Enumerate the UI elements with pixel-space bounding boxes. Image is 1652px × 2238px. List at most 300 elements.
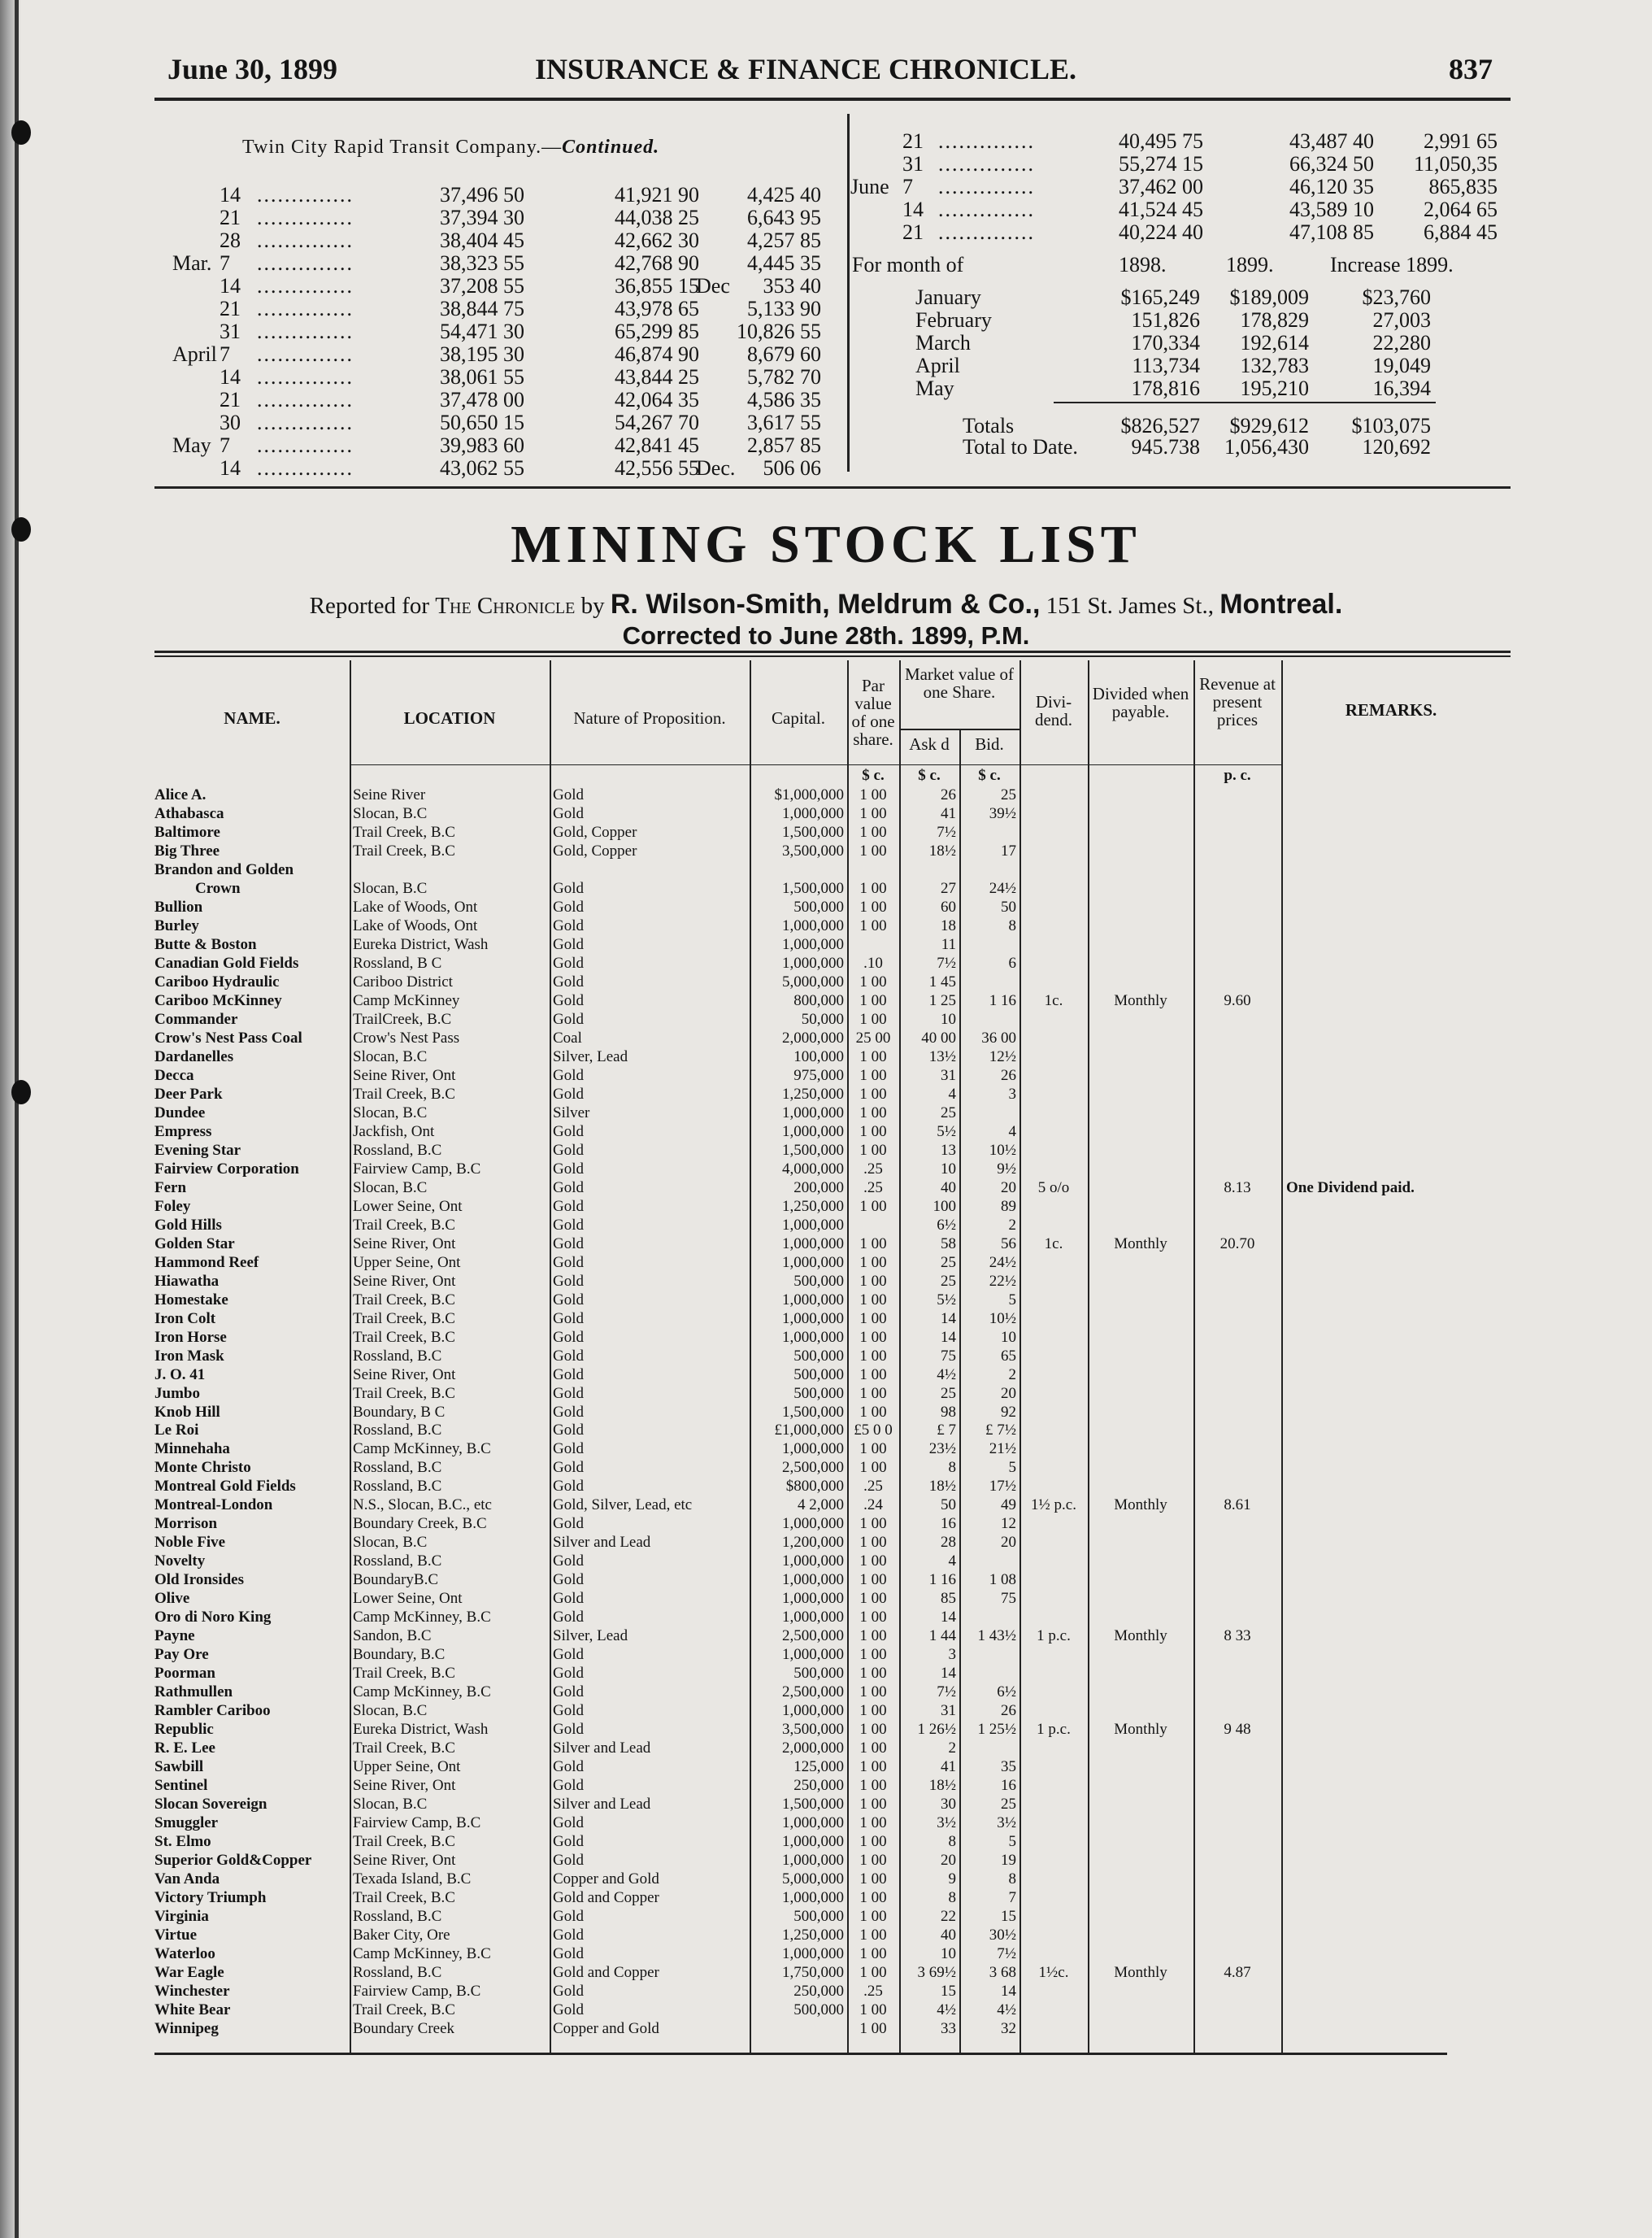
mining-row — [0, 918, 1512, 934]
asked-cell: 16 — [941, 1516, 956, 1532]
nature-cell: Gold — [553, 1609, 584, 1626]
market-header-rule — [899, 729, 1019, 730]
mining-row — [0, 1161, 1512, 1178]
month-1898-cell: 151,826 — [1131, 308, 1200, 332]
par-value-cell: .25 — [863, 1983, 883, 2000]
par-value-cell: 1 00 — [859, 1927, 887, 1944]
stock-name-cell: Superior Gold&Copper — [154, 1853, 312, 1869]
mining-row — [0, 1217, 1512, 1234]
asked-cell: 20 — [941, 1853, 956, 1869]
mining-row — [0, 937, 1512, 953]
location-cell: Trail Creek, B.C — [353, 1311, 455, 1327]
mining-row — [0, 1591, 1512, 1607]
capital-cell: 1,000,000 — [782, 1890, 844, 1906]
nature-cell: Gold, Copper — [553, 825, 637, 841]
revenue-cell: 9 48 — [1224, 1722, 1251, 1738]
location-cell: Camp McKinney, B.C — [353, 1609, 491, 1626]
nature-cell: Gold — [553, 1853, 584, 1869]
1898-value-cell: 54,471 30 — [440, 320, 524, 343]
nature-cell: Gold — [553, 1460, 584, 1476]
month-increase-cell: 22,280 — [1372, 331, 1431, 355]
totals-cell: 945.738 — [1131, 435, 1200, 459]
1899-value-cell: 42,841 45 — [615, 433, 699, 457]
bid-cell: 25 — [1001, 787, 1016, 803]
location-cell: Boundary, B C — [353, 1404, 446, 1421]
par-value-cell: 1 00 — [859, 1871, 887, 1887]
nature-cell: Gold — [553, 1572, 584, 1588]
nature-cell: Gold — [553, 1367, 584, 1383]
asked-cell: 6½ — [937, 1217, 956, 1234]
capital-cell: 1,000,000 — [782, 1834, 844, 1850]
mining-row — [0, 1796, 1512, 1813]
increase-cell: 2,857 85 — [747, 433, 821, 457]
capital-cell: 1,000,000 — [782, 1647, 844, 1663]
nature-cell: Copper and Gold — [553, 2021, 659, 2037]
mining-row — [0, 1834, 1512, 1850]
par-value-cell: 1 00 — [859, 993, 887, 1009]
capital-cell: 500,000 — [793, 1665, 844, 1682]
mining-row — [0, 1853, 1512, 1869]
location-cell: Sandon, B.C — [353, 1628, 432, 1644]
nature-cell: Gold — [553, 881, 584, 897]
totals-cell: Totals — [963, 414, 1015, 438]
nature-cell: Gold — [553, 1348, 584, 1365]
par-value-cell: 1 00 — [859, 1311, 887, 1327]
asked-cell: 15 — [941, 1983, 956, 2000]
month-header-cell: Increase 1899. — [1330, 253, 1454, 276]
nature-cell: Gold — [553, 1236, 584, 1252]
increase-cell: 6,643 95 — [747, 206, 821, 229]
asked-cell: 31 — [941, 1703, 956, 1719]
bid-cell: 56 — [1001, 1236, 1016, 1252]
stock-name-cell: Dardanelles — [154, 1049, 234, 1065]
stock-name-cell: Dundee — [154, 1105, 206, 1121]
bid-cell: 3½ — [997, 1815, 1016, 1831]
stock-name-cell: Fairview Corporation — [154, 1161, 299, 1178]
location-cell: Seine River — [353, 787, 426, 803]
asked-cell: 2 — [948, 1740, 956, 1757]
capital-cell: 1,500,000 — [782, 1796, 844, 1813]
mining-row — [0, 1311, 1512, 1327]
revenue-cell: 8 33 — [1224, 1628, 1251, 1644]
dividend-cell: 1c. — [1044, 993, 1063, 1009]
1899-value-cell: 43,589 10 — [1289, 198, 1374, 221]
location-cell: Camp McKinney — [353, 993, 460, 1009]
asked-cell: 18½ — [928, 1778, 956, 1794]
month-increase-cell: 19,049 — [1372, 354, 1431, 377]
bid-cell: 4 — [1008, 1124, 1016, 1140]
header-dividend: Divi-dend. — [1034, 692, 1073, 729]
par-value-cell: 1 00 — [859, 1815, 887, 1831]
month-1899-cell: 132,783 — [1240, 354, 1309, 377]
1899-value-cell: 43,978 65 — [615, 297, 699, 320]
mining-row — [0, 1740, 1512, 1757]
nature-cell: Gold — [553, 1647, 584, 1663]
location-cell: Rossland, B.C — [353, 1965, 442, 1981]
asked-cell: 41 — [941, 1759, 956, 1775]
stock-name-cell: Pay Ore — [154, 1647, 209, 1663]
day-cell: 21 — [902, 220, 924, 244]
bid-cell: 5 — [1008, 1460, 1016, 1476]
increase-cell: 865,835 — [1428, 175, 1498, 198]
stock-name-cell: Olive — [154, 1591, 190, 1607]
mining-row — [0, 1068, 1512, 1084]
par-value-cell: 1 00 — [859, 1572, 887, 1588]
capital-cell: 50,000 — [801, 1012, 844, 1028]
revenue-cell: 20.70 — [1219, 1236, 1255, 1252]
par-value-cell: 1 00 — [859, 1628, 887, 1644]
increase-cell: 506 06 — [763, 456, 821, 480]
dot-leader: .............. — [938, 153, 1035, 176]
capital-cell: 2,500,000 — [782, 1684, 844, 1700]
totals-row — [0, 433, 1512, 459]
location-cell: Trail Creek, B.C — [353, 843, 455, 860]
asked-cell: £ 7 — [937, 1422, 956, 1439]
location-cell: Lake of Woods, Ont — [353, 918, 478, 934]
asked-cell: 14 — [941, 1665, 956, 1682]
mining-row — [0, 2021, 1512, 2037]
nature-cell: Gold — [553, 1441, 584, 1457]
capital-cell: 1,500,000 — [782, 825, 844, 841]
capital-cell: 1,250,000 — [782, 1199, 844, 1215]
asked-cell: 8 — [948, 1460, 956, 1476]
asked-cell: 9 — [948, 1871, 956, 1887]
stock-name-cell: Poorman — [154, 1665, 215, 1682]
location-cell: BoundaryB.C — [353, 1572, 439, 1588]
capital-cell: $800,000 — [785, 1478, 844, 1495]
location-cell: Fairview Camp, B.C — [353, 1983, 481, 2000]
bid-cell: 20 — [1001, 1180, 1016, 1196]
stock-name-cell: Novelty — [154, 1553, 206, 1570]
asked-cell: 1 16 — [928, 1572, 956, 1588]
day-cell: 14 — [902, 198, 924, 221]
capital-cell: 1,500,000 — [782, 881, 844, 897]
asked-cell: 98 — [941, 1404, 956, 1421]
mining-row — [0, 1348, 1512, 1365]
stock-name-cell: Smuggler — [154, 1815, 219, 1831]
asked-cell: 25 — [941, 1255, 956, 1271]
asked-cell: 40 — [941, 1180, 956, 1196]
asked-cell: 33 — [941, 2021, 956, 2037]
mining-row — [0, 1684, 1512, 1700]
asked-cell: 30 — [941, 1796, 956, 1813]
location-cell: Trail Creek, B.C — [353, 1217, 455, 1234]
stock-name-cell: Van Anda — [154, 1871, 220, 1887]
mining-row — [0, 843, 1512, 860]
mining-row — [0, 806, 1512, 822]
asked-cell: 25 — [941, 1274, 956, 1290]
capital-cell: 1,000,000 — [782, 1572, 844, 1588]
location-cell: Rossland, B.C — [353, 1422, 442, 1439]
nature-cell: Gold — [553, 1722, 584, 1738]
earnings-title: Twin City Rapid Transit Company.—Continued. — [242, 137, 660, 158]
stock-name-cell: Rathmullen — [154, 1684, 233, 1700]
nature-cell: Gold — [553, 1274, 584, 1290]
bid-cell: 49 — [1001, 1497, 1016, 1513]
par-value-cell: 1 00 — [859, 918, 887, 934]
month-row — [0, 286, 1512, 309]
asked-cell: 13½ — [928, 1049, 956, 1065]
location-cell: Seine River, Ont — [353, 1068, 456, 1084]
asked-cell: 26 — [941, 787, 956, 803]
1898-value-cell: 38,061 55 — [440, 365, 524, 389]
dot-leader: .............. — [257, 207, 354, 229]
asked-cell: 18½ — [928, 1478, 956, 1495]
nature-cell: Gold — [553, 918, 584, 934]
stock-name-cell: Crown — [195, 881, 241, 897]
mining-row — [0, 1965, 1512, 1981]
header-remarks: REMARKS. — [1345, 700, 1437, 720]
bid-cell: 1 08 — [989, 1572, 1016, 1588]
issue-date: June 30, 1899 — [167, 53, 338, 85]
month-cell: April — [172, 342, 217, 366]
location-cell: Fairview Camp, B.C — [353, 1161, 481, 1178]
stock-name-cell: Evening Star — [154, 1143, 241, 1159]
increase-cell: 2,991 65 — [1424, 129, 1498, 153]
bid-cell: 4½ — [997, 2002, 1016, 2018]
asked-cell: 11 — [941, 937, 956, 953]
month-cell: May — [172, 433, 211, 457]
location-cell: Rossland, B.C — [353, 1460, 442, 1476]
location-cell: Rossland, B.C — [353, 1478, 442, 1495]
stock-name-cell: Montreal-London — [154, 1497, 273, 1513]
mining-row — [0, 1030, 1512, 1047]
1899-value-cell: 65,299 85 — [615, 320, 699, 343]
totals-row — [0, 415, 1512, 438]
bid-cell: 5 — [1008, 1834, 1016, 1850]
mining-row — [0, 1927, 1512, 1944]
dot-leader: .............. — [257, 411, 354, 434]
location-cell: Lower Seine, Ont — [353, 1591, 463, 1607]
unit-label: p. c. — [1224, 767, 1251, 784]
capital-cell: 500,000 — [793, 2002, 844, 2018]
bid-cell: 1 16 — [989, 993, 1016, 1009]
asked-cell: 27 — [941, 881, 956, 897]
par-value-cell: 1 00 — [859, 1665, 887, 1682]
bid-cell: 26 — [1001, 1703, 1016, 1719]
month-1898-cell: 113,734 — [1132, 354, 1200, 377]
bid-cell: 75 — [1001, 1591, 1016, 1607]
asked-cell: 1 44 — [928, 1628, 956, 1644]
1898-value-cell: 37,478 00 — [440, 388, 524, 411]
par-value-cell: 1 00 — [859, 1965, 887, 1981]
stock-name-cell: Waterloo — [154, 1946, 215, 1962]
1898-value-cell: 37,394 30 — [440, 206, 524, 229]
capital-cell: 5,000,000 — [782, 1871, 844, 1887]
payable-cell: Monthly — [1114, 1722, 1167, 1738]
stock-name-cell: Montreal Gold Fields — [154, 1478, 296, 1495]
earnings-row — [0, 198, 1512, 221]
bid-cell: 39½ — [989, 806, 1016, 822]
revenue-cell: 4.87 — [1224, 1965, 1251, 1981]
location-cell: Camp McKinney, B.C — [353, 1946, 491, 1962]
asked-cell: 10 — [941, 1012, 956, 1028]
page-number: 837 — [1449, 53, 1493, 85]
dot-leader: .............. — [257, 434, 354, 457]
day-cell: 14 — [220, 365, 241, 389]
day-cell: 21 — [220, 206, 241, 229]
location-cell: Upper Seine, Ont — [353, 1759, 461, 1775]
par-value-cell: 1 00 — [859, 1535, 887, 1551]
day-cell: 14 — [220, 183, 241, 207]
location-cell: Trail Creek, B.C — [353, 1665, 455, 1682]
month-1898-cell: 170,334 — [1131, 331, 1200, 355]
stock-name-cell: Canadian Gold Fields — [154, 956, 299, 972]
month-1898-cell: $165,249 — [1120, 285, 1200, 309]
header-name: NAME. — [224, 708, 280, 728]
nature-cell: Gold — [553, 1478, 584, 1495]
1898-value-cell: 43,062 55 — [440, 456, 524, 480]
capital-cell: 500,000 — [793, 1348, 844, 1365]
mining-row — [0, 825, 1512, 841]
par-value-cell: 1 00 — [859, 1703, 887, 1719]
mining-row — [0, 1983, 1512, 2000]
nature-cell: Gold — [553, 1778, 584, 1794]
par-value-cell: 1 00 — [859, 1441, 887, 1457]
par-value-cell: 1 00 — [859, 1236, 887, 1252]
par-value-cell: 1 00 — [859, 1292, 887, 1308]
par-value-cell: 1 00 — [859, 787, 887, 803]
stock-name-cell: Empress — [154, 1124, 212, 1140]
mining-row — [0, 1478, 1512, 1495]
capital-cell: 500,000 — [793, 1386, 844, 1402]
revenue-cell: 9.60 — [1224, 993, 1251, 1009]
revenue-cell: 8.13 — [1224, 1180, 1251, 1196]
mining-row — [0, 1460, 1512, 1476]
capital-cell: 1,500,000 — [782, 1404, 844, 1421]
location-cell: Slocan, B.C — [353, 1535, 428, 1551]
dividend-cell: 1c. — [1044, 1236, 1063, 1252]
location-cell: Rossland, B.C — [353, 1143, 442, 1159]
totals-cell: $929,612 — [1229, 414, 1309, 438]
1899-value-cell: 42,768 90 — [615, 251, 699, 275]
par-value-cell: 1 00 — [859, 1049, 887, 1065]
increase-cell: 10,826 55 — [737, 320, 821, 343]
mining-row — [0, 1890, 1512, 1906]
par-value-cell: .10 — [863, 956, 883, 972]
bid-cell: 2 — [1008, 1217, 1016, 1234]
1898-value-cell: 40,224 40 — [1119, 220, 1203, 244]
nature-cell: Gold — [553, 2002, 584, 2018]
payable-cell: Monthly — [1114, 1965, 1167, 1981]
month-1899-cell: 192,614 — [1240, 331, 1309, 355]
day-cell: 21 — [220, 297, 241, 320]
nature-cell: Gold — [553, 1292, 584, 1308]
location-cell: Rossland, B C — [353, 956, 442, 972]
month-row — [0, 309, 1512, 332]
capital-cell: 1,000,000 — [782, 1255, 844, 1271]
dot-leader: .............. — [257, 457, 354, 480]
par-value-cell: 1 00 — [859, 2021, 887, 2037]
par-value-cell: 1 00 — [859, 825, 887, 841]
par-value-cell: 1 00 — [859, 1330, 887, 1346]
stock-name-cell: Commander — [154, 1012, 238, 1028]
par-value-cell: 1 00 — [859, 1012, 887, 1028]
month-increase-cell: 27,003 — [1372, 308, 1431, 332]
unit-label: $ c. — [978, 767, 1001, 784]
stock-name-cell: Cariboo Hydraulic — [154, 974, 280, 991]
par-value-cell: 1 00 — [859, 1778, 887, 1794]
1898-value-cell: 38,844 75 — [440, 297, 524, 320]
header-revenue: Revenue at present prices — [1199, 674, 1276, 729]
month-name-cell: March — [915, 331, 971, 355]
mining-row — [0, 1105, 1512, 1121]
nature-cell: Gold — [553, 1553, 584, 1570]
asked-cell: 85 — [941, 1591, 956, 1607]
location-cell: Boundary, B.C — [353, 1647, 446, 1663]
capital-cell: 1,000,000 — [782, 1591, 844, 1607]
1898-value-cell: 38,404 45 — [440, 229, 524, 252]
1898-value-cell: 37,462 00 — [1119, 175, 1203, 198]
1899-value-cell: 36,855 15 — [615, 274, 699, 298]
capital-cell: 5,000,000 — [782, 974, 844, 991]
nature-cell: Gold — [553, 1161, 584, 1178]
location-cell: Lake of Woods, Ont — [353, 899, 478, 916]
par-value-cell: 1 00 — [859, 1722, 887, 1738]
nature-cell: Gold — [553, 1665, 584, 1682]
day-cell: 7 — [220, 342, 230, 366]
capital-cell: 200,000 — [793, 1180, 844, 1196]
mining-row — [0, 899, 1512, 916]
stock-name-cell: Slocan Sovereign — [154, 1796, 267, 1813]
stock-name-cell: Golden Star — [154, 1236, 235, 1252]
dec-flag-cell: Dec. — [696, 456, 736, 480]
location-cell: Slocan, B.C — [353, 881, 428, 897]
bid-cell: 8 — [1008, 1871, 1016, 1887]
mining-row — [0, 1422, 1512, 1439]
increase-cell: 4,445 35 — [747, 251, 821, 275]
asked-cell: 7½ — [937, 956, 956, 972]
bid-cell: 10½ — [989, 1143, 1016, 1159]
capital-cell: 250,000 — [793, 1778, 844, 1794]
reported-by-line: Reported for The Chronicle by R. Wilson-Smith, Meldrum & Co., 151 St. James St., Montreal. — [309, 589, 1343, 620]
location-cell: Crow's Nest Pass — [353, 1030, 460, 1047]
asked-cell: 25 — [941, 1386, 956, 1402]
day-cell: 21 — [902, 129, 924, 153]
nature-cell: Gold, Silver, Lead, etc — [553, 1497, 693, 1513]
month-cell: Mar. — [172, 251, 212, 275]
stock-name-cell: St. Elmo — [154, 1834, 211, 1850]
month-row — [0, 355, 1512, 377]
stock-name-cell: Knob Hill — [154, 1404, 220, 1421]
1899-value-cell: 42,556 55 — [615, 456, 699, 480]
month-name-cell: February — [915, 308, 992, 332]
capital-cell: 125,000 — [793, 1759, 844, 1775]
par-value-cell: 25 00 — [855, 1030, 891, 1047]
nature-cell: Gold — [553, 1815, 584, 1831]
capital-cell: 1,000,000 — [782, 1553, 844, 1570]
bid-cell: 17½ — [989, 1478, 1016, 1495]
stock-name-cell: Jumbo — [154, 1386, 200, 1402]
nature-cell: Gold — [553, 1311, 584, 1327]
bid-cell: 1 25½ — [977, 1722, 1016, 1738]
asked-cell: 8 — [948, 1834, 956, 1850]
mining-row — [0, 2002, 1512, 2018]
bid-cell: 26 — [1001, 1068, 1016, 1084]
mining-row — [0, 1012, 1512, 1028]
asked-cell: 3 69½ — [917, 1965, 956, 1981]
capital-cell: 1,000,000 — [782, 1105, 844, 1121]
nature-cell: Gold — [553, 937, 584, 953]
stock-name-cell: Winnipeg — [154, 2021, 219, 2037]
asked-cell: 41 — [941, 806, 956, 822]
stock-name-cell: Virtue — [154, 1927, 198, 1944]
stock-name-cell: Sentinel — [154, 1778, 208, 1794]
stock-name-cell: Crow's Nest Pass Coal — [154, 1030, 302, 1047]
1898-value-cell: 50,650 15 — [440, 411, 524, 434]
month-cell: June — [850, 175, 889, 198]
increase-cell: 4,586 35 — [747, 388, 821, 411]
